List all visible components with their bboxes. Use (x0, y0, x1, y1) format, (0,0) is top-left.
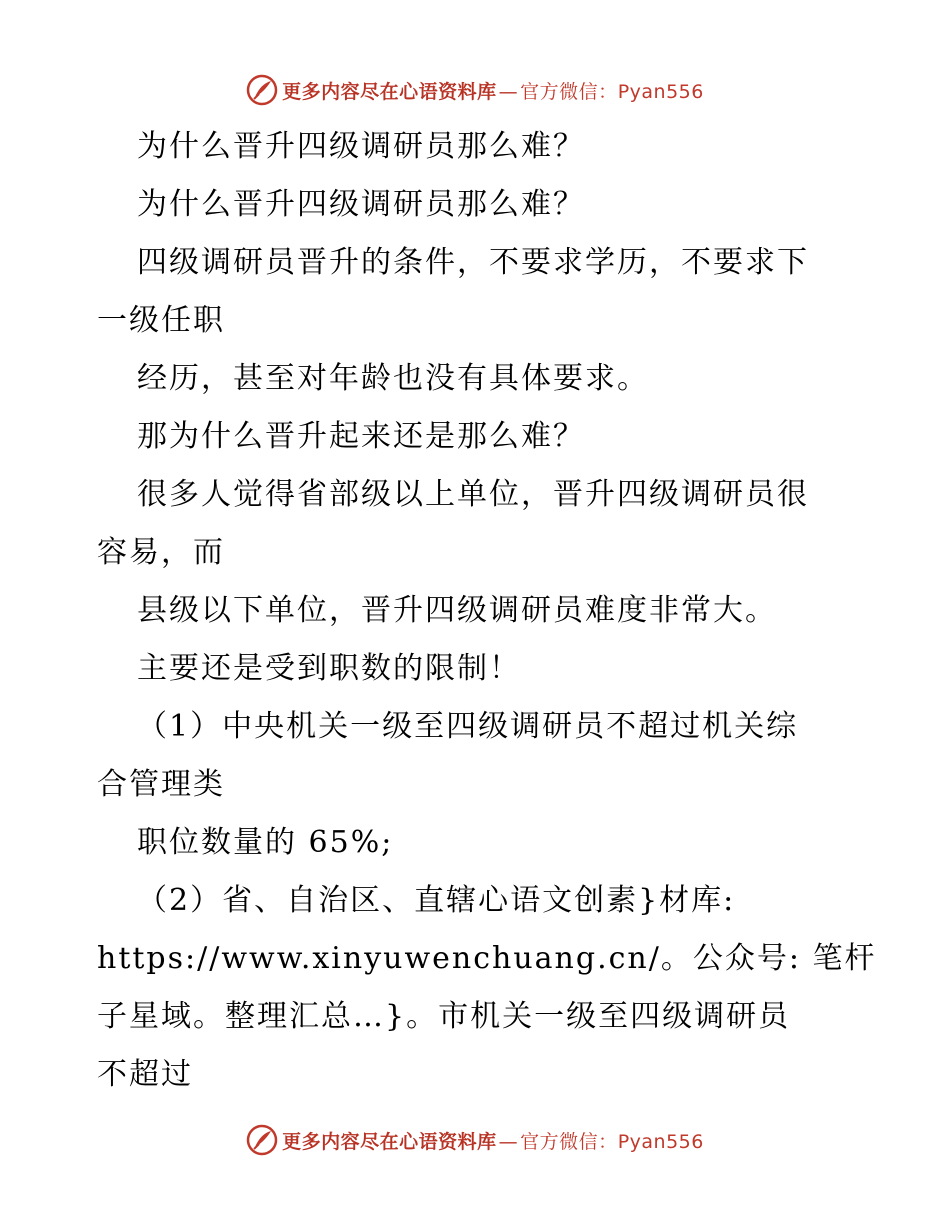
text-line: 四级调研员晋升的条件，不要求学历，不要求下 (137, 245, 809, 280)
text-line: 一级任职 (97, 303, 225, 338)
text-line: 很多人觉得省部级以上单位，晋升四级调研员很 (137, 477, 809, 512)
quill-logo-icon (246, 1124, 278, 1156)
text-line: （1）中央机关一级至四级调研员不超过机关综 (137, 709, 799, 744)
watermark-brand: 更多内容尽在心语资料库 (282, 1130, 497, 1153)
quill-logo-icon (246, 74, 278, 106)
text-line: 子星域。整理汇总…}。市机关一级至四级调研员 (97, 999, 791, 1034)
text-line: 经历，甚至对年龄也没有具体要求。 (137, 361, 649, 396)
watermark-text (282, 1127, 704, 1154)
text-line: https://www.xinyuwenchuang.cn/。公众号: 笔杆 (97, 941, 877, 976)
text-line: 主要还是受到职数的限制！ (137, 651, 521, 686)
text-line: 为什么晋升四级调研员那么难？ (137, 129, 585, 164)
watermark-wechat-label: 官方微信： (520, 1130, 618, 1153)
text-line: （2）省、自治区、直辖心语文创素}材库: (137, 883, 736, 918)
watermark-text (282, 77, 704, 104)
watermark-wechat-label: 官方微信： (520, 80, 618, 103)
text-line: 合管理类 (97, 767, 225, 802)
header-watermark (0, 70, 950, 110)
text-line: 容易，而 (97, 535, 225, 570)
watermark-wechat-id: Pyan556 (617, 80, 704, 103)
watermark-wechat-id: Pyan556 (617, 1130, 704, 1153)
document-body (97, 118, 877, 1104)
text-line: 不超过 (97, 1057, 193, 1092)
footer-watermark (0, 1120, 950, 1160)
text-line: 县级以下单位，晋升四级调研员难度非常大。 (137, 593, 777, 628)
watermark-separator: — (498, 80, 519, 103)
text-line: 那为什么晋升起来还是那么难？ (137, 419, 585, 454)
watermark-separator: — (498, 1130, 519, 1153)
text-line: 职位数量的 65%; (137, 825, 394, 860)
watermark-brand: 更多内容尽在心语资料库 (282, 80, 497, 103)
text-line: 为什么晋升四级调研员那么难？ (137, 187, 585, 222)
